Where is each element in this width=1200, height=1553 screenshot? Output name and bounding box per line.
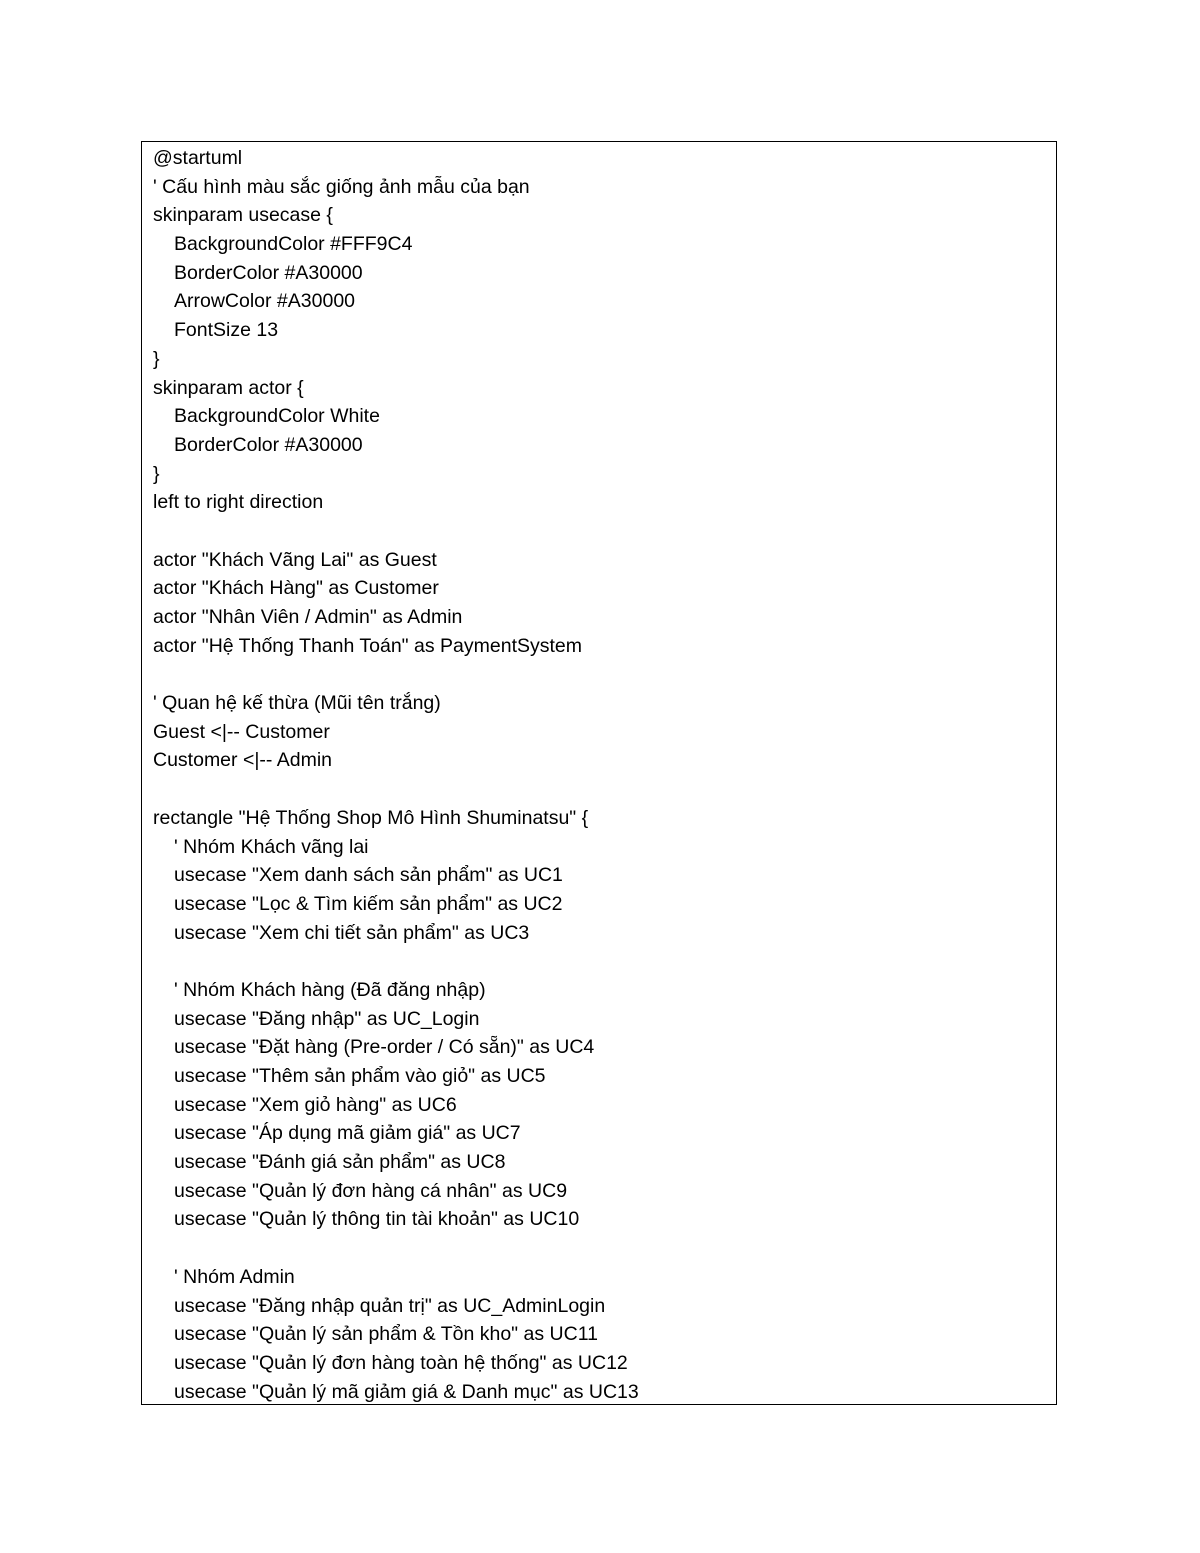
code-line: BackgroundColor White xyxy=(174,405,380,428)
code-line: ArrowColor #A30000 xyxy=(174,290,356,313)
code-line: FontSize 13 xyxy=(174,319,279,342)
code-line: BorderColor #A30000 xyxy=(174,433,363,456)
code-line: ' Nhóm Khách vãng lai xyxy=(174,835,369,858)
code-line: usecase "Áp dụng mã giảm giá" as UC7 xyxy=(174,1122,521,1145)
code-line: @startuml xyxy=(153,147,243,169)
code-line: usecase "Đăng nhập quản trị" as UC_AdminLogin xyxy=(174,1294,606,1317)
code-line-blank xyxy=(153,660,1056,689)
code-line: usecase "Lọc & Tìm kiếm sản phẩm" as UC2 xyxy=(174,892,563,915)
code-line: BackgroundColor #FFF9C4 xyxy=(174,233,413,256)
code-line: BorderColor #A30000 xyxy=(174,261,363,284)
code-line: usecase "Đăng nhập" as UC_Login xyxy=(174,1007,480,1030)
code-line: rectangle "Hệ Thống Shop Mô Hình Shuminatsu" { xyxy=(153,806,589,829)
code-line: usecase "Quản lý đơn hàng cá nhân" as UC9 xyxy=(174,1179,568,1202)
code-line: ' Nhóm Admin xyxy=(174,1265,295,1288)
code-line: usecase "Xem chi tiết sản phẩm" as UC3 xyxy=(174,921,530,944)
code-line: Guest <|-- Customer xyxy=(153,720,330,743)
code-line: usecase "Quản lý thông tin tài khoản" as UC10 xyxy=(174,1208,580,1231)
code-line: usecase "Quản lý mã giảm giá & Danh mục" as UC13 xyxy=(174,1380,639,1403)
code-line: usecase "Quản lý sản phẩm & Tồn kho" as UC11 xyxy=(174,1323,598,1346)
code-line: usecase "Đánh giá sản phẩm" as UC8 xyxy=(174,1151,506,1174)
code-block xyxy=(141,141,1057,1405)
code-line-blank xyxy=(153,947,1056,976)
code-line-blank xyxy=(153,775,1056,804)
code-line: left to right direction xyxy=(153,491,324,514)
code-line: ' Nhóm Khách hàng (Đã đăng nhập) xyxy=(174,978,486,1001)
code-line: skinparam usecase { xyxy=(153,204,333,227)
code-line: usecase "Xem giỏ hàng" as UC6 xyxy=(174,1093,457,1116)
code-line-blank xyxy=(153,1234,1056,1263)
code-line: usecase "Thêm sản phẩm vào giỏ" as UC5 xyxy=(174,1065,546,1087)
code-line: } xyxy=(153,462,160,485)
code-line: } xyxy=(153,347,160,370)
code-line: skinparam actor { xyxy=(153,376,304,399)
code-line-blank xyxy=(153,517,1056,546)
code-line: usecase "Xem danh sách sản phẩm" as UC1 xyxy=(174,864,563,887)
code-line: usecase "Đặt hàng (Pre-order / Có sẵn)" as UC4 xyxy=(174,1036,595,1059)
code-line: usecase "Quản lý đơn hàng toàn hệ thống" as UC12 xyxy=(174,1351,628,1374)
code-line: actor "Khách Hàng" as Customer xyxy=(153,577,439,600)
code-line: ' Quan hệ kế thừa (Mũi tên trắng) xyxy=(153,692,441,715)
code-line: actor "Khách Vãng Lai" as Guest xyxy=(153,548,437,571)
code-line: actor "Hệ Thống Thanh Toán" as PaymentSystem xyxy=(153,634,582,657)
code-line: Customer <|-- Admin xyxy=(153,749,332,772)
code-line: actor "Nhân Viên / Admin" as Admin xyxy=(153,606,463,628)
code-line: ' Cấu hình màu sắc giống ảnh mẫu của bạn xyxy=(153,175,530,198)
